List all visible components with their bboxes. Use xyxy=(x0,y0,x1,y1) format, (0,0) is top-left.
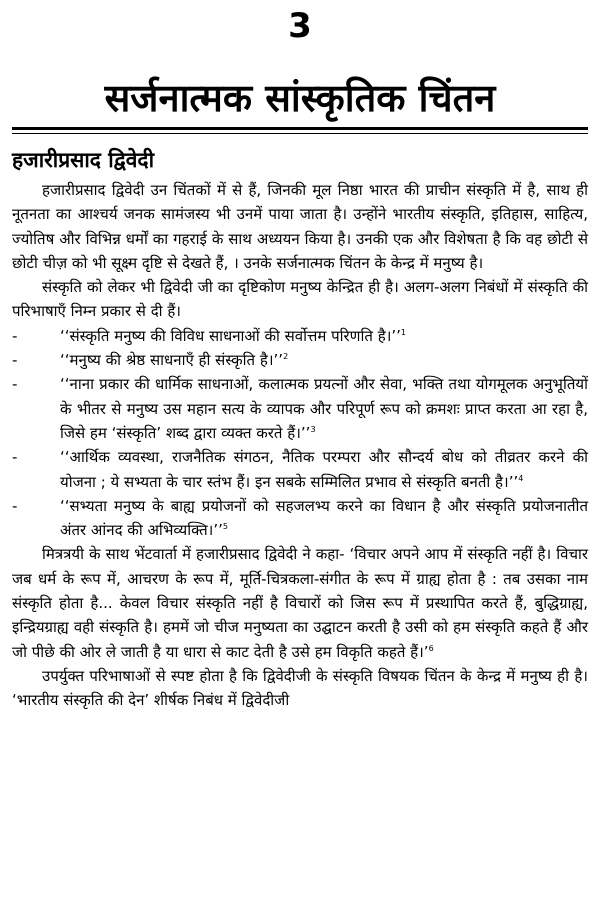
definition-text: ‘‘मनुष्य की श्रेष्ठ साधनाएँ ही संस्कृति है।’’ xyxy=(60,351,284,370)
chapter-title: सर्जनात्मक सांस्कृतिक चिंतन xyxy=(104,76,496,120)
definition-item xyxy=(12,494,588,543)
definition-item xyxy=(12,324,588,348)
definition-item xyxy=(12,372,588,445)
title-rule-thick xyxy=(12,127,588,130)
footnote-ref: 1 xyxy=(400,327,407,337)
body-text xyxy=(12,178,588,713)
footnote-ref: 2 xyxy=(283,352,289,362)
footnote-ref: 6 xyxy=(428,643,434,653)
lead-paragraph: संस्कृति को लेकर भी द्विवेदी जी का दृष्टिकोण मनुष्य केन्द्रित ही है। अलग-अलग निबंधों में संस्कृति की परिभाषाएँ निम्न प्रकार से दी हैं। xyxy=(12,278,588,321)
footnote-ref: 5 xyxy=(222,522,228,532)
footnote-ref: 4 xyxy=(518,473,524,483)
definition-text: ‘‘संस्कृति मनुष्य की विविध साधनाओं की सर्वोत्तम परिणति है।’’ xyxy=(60,326,401,345)
intro-paragraph: हजारीप्रसाद द्विवेदी उन चिंतकों में से हैं, जिनकी मूल निष्ठा भारत की प्राचीन संस्कृति में है, साथ ही नूतनता का आश्चर्य जनक सामंजस्य भी उनमें पाया जाता है। उन्होंने भारतीय संस्कृति, इतिहास, साहित्य, ज्योतिष और विभिन्न धर्मों का गहराई के साथ अध्ययन किया है। उनकी एक और विशेषता है कि वह छोटी से छोटी चीज़ को भी सूक्ष्म दृष्टि से देखते हैं, । उनके सर्जनात्मक चिंतन के केन्द्र में मनुष्य है। xyxy=(12,181,588,272)
interview-text: मित्रत्रयी के साथ भेंटवार्ता में हजारीप्रसाद द्विवेदी ने कहा- ‘विचार अपने आप में संस्कृति नहीं है। विचार जब धर्म के रूप में, आचरण के रूप में, मूर्ति-चित्रकला-संगीत के रूप में ग्राह्य होता है : तब उसका नाम संस्कृति होता है... केवल विचार संस्कृति नहीं है विचारों को जिस रूप में प्रस्थापित करते हैं, बुद्धिग्राह्य, इन्द्रियग्राह्य वही संस्कृति है। हममें जो चीज मनुष्यता का उद्घाटन करती है उसी को हम संस्कृति कहते हैं और जो पीछे की ओर ले जाती है या धारा से काट देती है उसे हम विकृति कहते हैं।’ xyxy=(12,545,588,661)
definitions-list xyxy=(12,324,588,543)
title-rule-thin xyxy=(12,133,588,134)
chapter-number: 3 xyxy=(288,6,312,46)
definition-item xyxy=(12,445,588,494)
definition-text: ‘‘नाना प्रकार की धार्मिक साधनाओं, कलात्मक प्रयत्नों और सेवा, भक्ति तथा योगमूलक अनुभूतियों के भीतर से मनुष्य उस महान सत्य के व्यापक और परिपूर्ण रूप को क्रमशः प्राप्त करता आ रहा है, जिसे हम ‘संस्कृति’ शब्द द्वारा व्यक्त करते हैं।’’ xyxy=(60,375,588,442)
definition-text: ‘‘आर्थिक व्यवस्था, राजनैतिक संगठन, नैतिक परम्परा और सौन्दर्य बोध को तीव्रतर करने की योजना ; ये सभ्यता के चार स्तंभ हैं। इन सबके सम्मिलित प्रभाव से संस्कृति बनती है।’’ xyxy=(60,448,588,491)
footnote-ref: 3 xyxy=(310,424,316,434)
section-heading: हजारीप्रसाद द्विवेदी xyxy=(12,148,155,172)
definition-item xyxy=(12,348,588,372)
conclusion-paragraph: उपर्युक्त परिभाषाओं से स्पष्ट होता है कि द्विवेदीजी के संस्कृति विषयक चिंतन के केन्द्र में मनुष्य ही है। ‘भारतीय संस्कृति की देन’ शीर्षक निबंध में द्विवेदीजी xyxy=(12,666,588,710)
interview-paragraph xyxy=(12,542,588,663)
definition-text: ‘‘सभ्यता मनुष्य के बाह्य प्रयोजनों को सहजलभ्य करने का विधान है और संस्कृति प्रयोजनातीत अंतर आंनद की अभिव्यक्ति।’’ xyxy=(60,496,588,540)
